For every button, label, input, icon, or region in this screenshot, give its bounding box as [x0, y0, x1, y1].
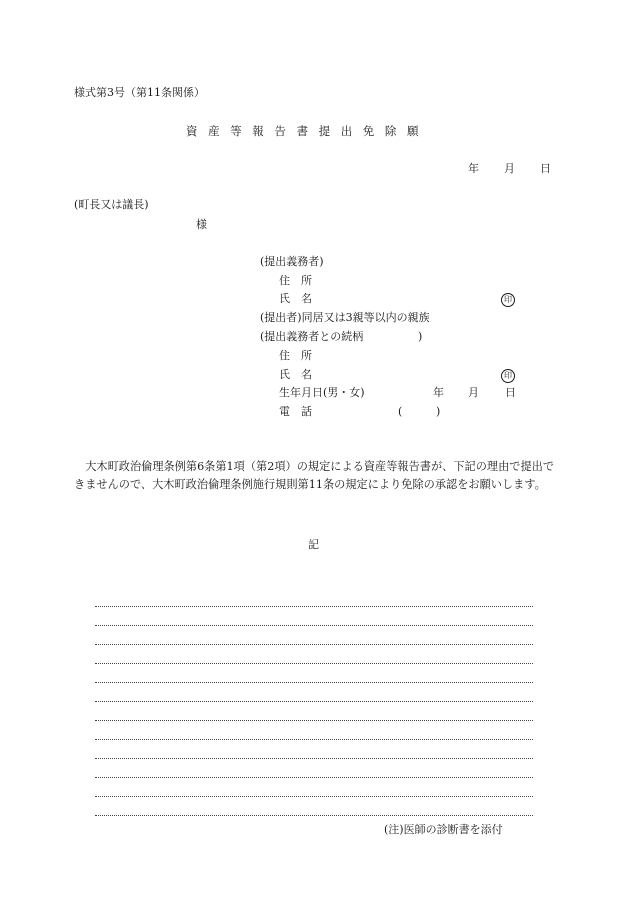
reason-line [95, 663, 533, 664]
addressee-office: (町長又は議長) [74, 198, 149, 211]
reason-line [95, 682, 533, 683]
reason-line [95, 606, 533, 607]
ki-heading: 記 [308, 538, 319, 551]
submitter-heading: (提出者)同居又は3親等以内の親族 [260, 311, 430, 324]
reason-line [95, 644, 533, 645]
date-day: 日 [540, 162, 551, 175]
date-year: 年 [468, 162, 479, 175]
reason-line [95, 625, 533, 626]
birth-label: 生年月日(男・女) [279, 386, 365, 399]
reason-line [95, 796, 533, 797]
obligor-seal: 印 [501, 292, 515, 307]
submitter-relation-label: (提出義務者との続柄 [260, 330, 364, 343]
obligor-address-label: 住 所 [279, 274, 312, 287]
obligor-name-label: 氏 名 [279, 292, 312, 305]
page-title: 資産等報告書提出免除願 [186, 124, 430, 138]
phone-label: 電 話 [279, 405, 312, 418]
phone-close: ) [436, 405, 441, 418]
reason-line [95, 701, 533, 702]
reason-line [95, 815, 533, 816]
reason-line [95, 758, 533, 759]
submitter-seal: 印 [501, 368, 515, 383]
date-month: 月 [504, 162, 515, 175]
addressee-honorific: 様 [196, 218, 207, 231]
reason-line [95, 720, 533, 721]
submitter-relation-close: ) [418, 330, 423, 343]
note: (注)医師の診断書を添付 [384, 823, 503, 836]
birth-month: 月 [468, 386, 479, 399]
reason-line [95, 777, 533, 778]
obligor-heading: (提出義務者) [260, 255, 324, 268]
birth-day: 日 [505, 386, 516, 399]
phone-open: ( [398, 405, 403, 418]
form-number: 様式第3号（第11条関係） [74, 86, 205, 99]
body-paragraph: 大木町政治倫理条例第6条第1項（第2項）の規定による資産等報告書が、下記の理由で提出できませんので、大木町政治倫理条例施行規則第11条の規定により免除の承認をお願いします。 [74, 460, 555, 492]
birth-year: 年 [433, 386, 444, 399]
submitter-name-label: 氏 名 [279, 368, 312, 381]
submitter-address-label: 住 所 [279, 349, 312, 362]
reason-line [95, 739, 533, 740]
